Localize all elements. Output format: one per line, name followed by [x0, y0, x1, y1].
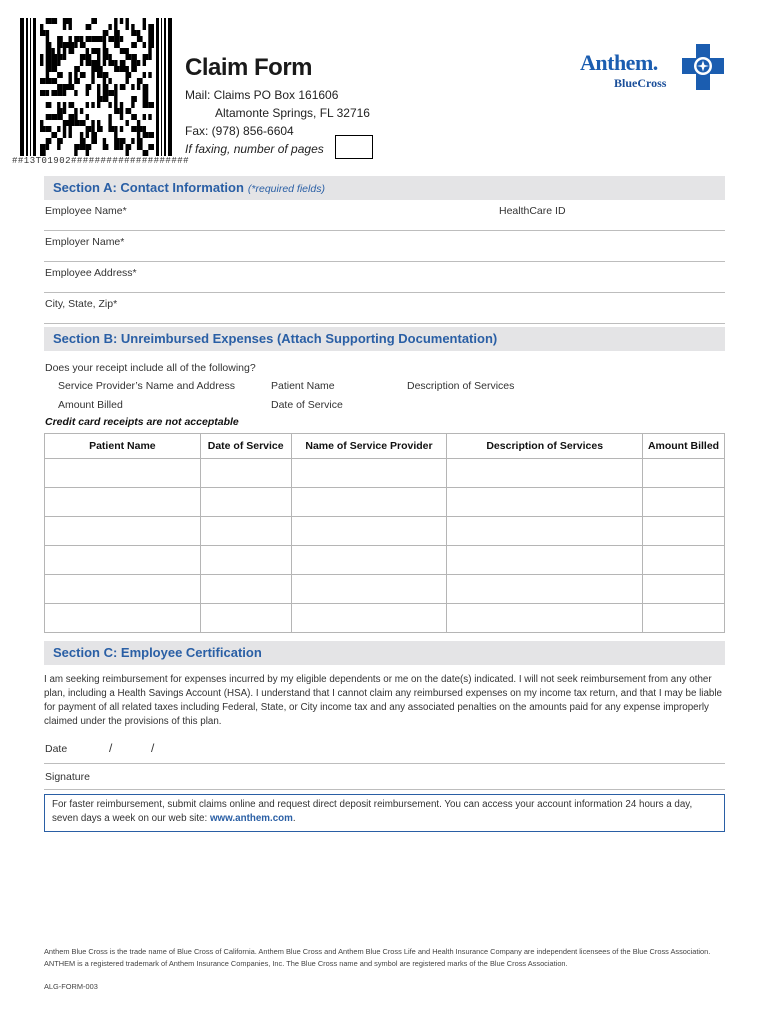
section-b-header — [44, 327, 725, 351]
notice-text: For faster reimbursement, submit claims online and request direct deposit reimbursement. You can access your account information 24 hours a day, seven days a week on our web site: — [52, 799, 693, 824]
table-cell[interactable] — [447, 604, 643, 633]
credit-card-warning: Credit card receipts are not acceptable — [45, 416, 239, 428]
section-a-title: Section A: Contact Information — [53, 180, 244, 195]
table-cell[interactable] — [200, 459, 291, 488]
col-description: Description of Services — [447, 434, 643, 459]
col-amount-billed: Amount Billed — [643, 434, 725, 459]
table-header-row — [45, 434, 725, 459]
barcode-id: ##13T01902#################### — [12, 156, 190, 166]
table-cell[interactable] — [200, 517, 291, 546]
employee-name-field[interactable] — [44, 201, 725, 231]
col-patient-name: Patient Name — [45, 434, 201, 459]
table-cell[interactable] — [200, 488, 291, 517]
mail-address-line2: Altamonte Springs, FL 32716 — [215, 106, 370, 120]
legal-footer: Anthem Blue Cross is the trade name of Blue Cross of California. Anthem Blue Cross and Anthem Blue Cross Life and Health Insurance Company are independent licensees of the Blue Cross Association. ANTHEM is a registered trademark of Anthem Insurance Companies, Inc. The Blue Cross name and symbol are registered marks of the Blue Cross Association. — [44, 947, 711, 968]
requirement-description: Description of Services — [407, 380, 515, 392]
table-cell[interactable] — [45, 488, 201, 517]
table-row — [45, 517, 725, 546]
table-cell[interactable] — [291, 546, 447, 575]
blue-cross-icon — [682, 44, 724, 90]
table-cell[interactable] — [45, 575, 201, 604]
mail-address-line1: Mail: Claims PO Box 161606 — [185, 88, 339, 102]
table-cell[interactable] — [200, 575, 291, 604]
online-claims-notice — [44, 794, 725, 832]
table-cell[interactable] — [291, 604, 447, 633]
city-state-zip-label: City, State, Zip* — [45, 298, 118, 310]
table-cell[interactable] — [643, 459, 725, 488]
employee-address-label: Employee Address* — [45, 267, 137, 279]
requirement-patient: Patient Name — [271, 380, 335, 392]
signature-label: Signature — [45, 771, 90, 783]
pages-prompt: If faxing, number of pages — [185, 142, 324, 156]
table-cell[interactable] — [447, 517, 643, 546]
col-service-provider: Name of Service Provider — [291, 434, 447, 459]
barcode — [20, 18, 172, 156]
table-cell[interactable] — [45, 517, 201, 546]
table-row — [45, 575, 725, 604]
employee-name-label: Employee Name* — [45, 205, 127, 217]
section-b-title: Section B: Unreimbursed Expenses (Attach Supporting Documentation) — [53, 331, 498, 346]
date-label: Date — [45, 743, 68, 755]
table-cell[interactable] — [447, 488, 643, 517]
certification-text: I am seeking reimbursement for expenses incurred by my eligible dependents or me on the date(s) indicated. I will not seek reimbursement from any other plan, including a Health Savings Account (HSA). I understand that I cannot claim any reimbursed expenses on my income tax return, and that I may be liable for payment of all related taxes including Federal, State, or City income tax and any associated penalties on the amounts paid for any expense improperly claimed under the provisions of this plan. — [44, 674, 722, 727]
section-a-header — [44, 176, 725, 200]
table-cell[interactable] — [200, 546, 291, 575]
table-cell[interactable] — [45, 546, 201, 575]
table-row — [45, 459, 725, 488]
table-cell[interactable] — [291, 459, 447, 488]
logo-anthem: Anthem. — [580, 50, 658, 75]
date-separator: / — [109, 741, 113, 755]
signature-field[interactable] — [44, 768, 725, 790]
table-row — [45, 604, 725, 633]
table-row — [45, 546, 725, 575]
table-cell[interactable] — [291, 488, 447, 517]
form-title: Claim Form — [185, 54, 313, 81]
table-cell[interactable] — [643, 517, 725, 546]
table-cell[interactable] — [200, 604, 291, 633]
table-cell[interactable] — [45, 604, 201, 633]
section-c-header — [44, 641, 725, 665]
notice-tail: . — [292, 813, 296, 824]
healthcare-id-label: HealthCare ID — [499, 205, 566, 217]
col-date-of-service: Date of Service — [200, 434, 291, 459]
table-cell[interactable] — [291, 575, 447, 604]
table-row — [45, 488, 725, 517]
table-cell[interactable] — [643, 488, 725, 517]
table-cell[interactable] — [447, 546, 643, 575]
website-link[interactable]: www.anthem.com — [209, 813, 293, 824]
date-field[interactable] — [44, 740, 725, 764]
employer-name-field[interactable] — [44, 232, 725, 262]
table-cell[interactable] — [447, 575, 643, 604]
form-number: ALG-FORM-003 — [44, 982, 98, 991]
requirement-provider: Service Provider’s Name and Address — [58, 380, 236, 392]
table-cell[interactable] — [643, 604, 725, 633]
table-cell[interactable] — [291, 517, 447, 546]
requirement-date: Date of Service — [271, 399, 343, 411]
expenses-table — [44, 433, 725, 633]
section-c-title: Section C: Employee Certification — [53, 645, 262, 660]
section-a-note: (*required fields) — [247, 183, 325, 195]
pages-count-field[interactable] — [335, 135, 373, 159]
requirement-amount: Amount Billed — [58, 399, 123, 411]
table-cell[interactable] — [643, 546, 725, 575]
table-cell[interactable] — [447, 459, 643, 488]
table-cell[interactable] — [643, 575, 725, 604]
city-state-zip-field[interactable] — [44, 294, 725, 324]
fax-number: Fax: (978) 856-6604 — [185, 124, 294, 138]
employer-name-label: Employer Name* — [45, 236, 125, 248]
receipt-question: Does your receipt include all of the following? — [45, 362, 256, 374]
date-separator: / — [151, 741, 155, 755]
logo-bluecross: BlueCross — [614, 76, 667, 90]
employee-address-field[interactable] — [44, 263, 725, 293]
table-cell[interactable] — [45, 459, 201, 488]
